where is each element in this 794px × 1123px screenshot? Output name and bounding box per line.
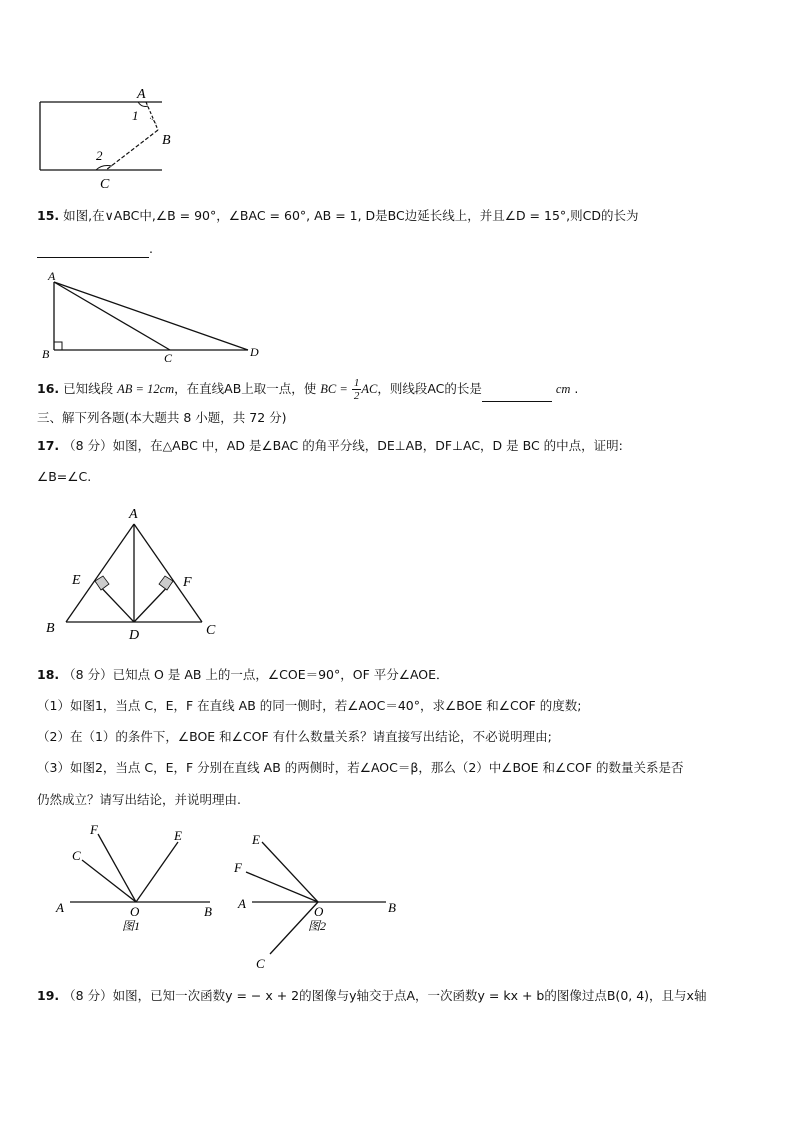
section-3-title: 三、解下列各题(本大题共 8 小题，共 72 分) xyxy=(37,410,287,425)
q15-answer-line xyxy=(37,240,153,258)
q16-pre: 已知线段 xyxy=(63,381,114,396)
fig18-1-label-c: C xyxy=(72,848,81,863)
q16-frac-den: 2 xyxy=(353,390,360,402)
q16-end: . xyxy=(574,381,579,396)
fig17-label-a: A xyxy=(129,507,138,522)
fig18-2-label-c: C xyxy=(256,956,265,971)
q16-fraction xyxy=(352,377,362,402)
figure-q17 xyxy=(40,502,230,642)
q15-answer-blank[interactable] xyxy=(37,243,149,258)
fig18-2-label-b: B xyxy=(388,900,396,915)
figure-q18-2 xyxy=(232,826,412,972)
q19-text: （8 分）如图，已知一次函数y = − x + 2的图像与y轴交于点A，一次函数y = kx + b的图像过点B(0, 4)，且与x轴 xyxy=(63,988,707,1003)
fig17-label-e: E xyxy=(72,573,81,588)
fig14-label-a: A xyxy=(137,87,146,102)
q16-eq1: AB = 12cm xyxy=(117,382,175,396)
q16-mid: ，在直线AB上取一点，使 xyxy=(174,381,317,396)
fig15-label-c: C xyxy=(164,351,173,363)
q17-line1 xyxy=(37,437,623,455)
fig18-1-label-a: A xyxy=(56,900,64,915)
q16-number: 16. xyxy=(37,381,60,396)
fig15-label-b: B xyxy=(42,347,50,361)
fig14-label-1: 1 xyxy=(132,108,139,123)
figure-q18-1 xyxy=(52,820,222,940)
q19-line xyxy=(37,987,706,1005)
q16-line xyxy=(37,376,578,402)
fig15-label-a: A xyxy=(48,269,56,283)
q18-part3b: 仍然成立？请写出结论，并说明理由. xyxy=(37,792,241,807)
fig17-label-c: C xyxy=(206,623,216,638)
q16-post: ，则线段AC的长是 xyxy=(377,381,482,396)
q18-number: 18. xyxy=(37,667,60,682)
q16-unit: cm xyxy=(555,382,571,396)
fig18-1-label-f: F xyxy=(90,822,98,837)
fig18-2-label-f: F xyxy=(234,860,242,875)
q15-end: . xyxy=(149,241,153,256)
q15-line xyxy=(37,207,638,225)
fig18-2-label-o: O xyxy=(314,904,324,919)
q18-text1: （8 分）已知点 O 是 AB 上的一点，∠COE＝90°，OF 平分∠AOE． xyxy=(63,667,449,682)
q17-number: 17. xyxy=(37,438,60,453)
q16-bc: BC = xyxy=(320,382,348,396)
q17-text1: （8 分）如图，在△ABC 中，AD 是∠BAC 的角平分线，DE⊥AB，DF⊥AC，D 是 BC 的中点，证明: xyxy=(63,438,623,453)
fig18-2-label-e: E xyxy=(252,832,260,847)
q18-part3a: （3）如图2，当点 C，E，F 分别在直线 AB 的两侧时，若∠AOC＝β，那么（2）中∠BOE 和∠COF 的数量关系是否 xyxy=(37,760,684,775)
fig18-2-caption: 图2 xyxy=(308,919,327,933)
figure-q14 xyxy=(30,82,180,192)
q16-frac-num: 1 xyxy=(353,377,360,389)
fig17-label-d: D xyxy=(129,628,140,642)
fig18-1-label-e: E xyxy=(174,828,182,843)
figure-q15 xyxy=(38,268,268,363)
q15-number: 15. xyxy=(37,208,60,223)
fig18-1-label-o: O xyxy=(130,904,140,919)
q17-line2: ∠B=∠C. xyxy=(37,469,92,484)
q15-text: 如图,在∨ABC中,∠B = 90°，∠BAC = 60°, AB = 1, D是BC边延长线上，并且∠D = 15°,则CD的长为 xyxy=(63,208,639,223)
q16-ac: AC xyxy=(361,382,378,396)
fig17-label-b: B xyxy=(46,621,55,636)
fig17-label-f: F xyxy=(183,575,192,590)
fig18-1-caption: 图1 xyxy=(122,919,141,933)
fig18-2-label-a: A xyxy=(238,896,246,911)
q19-number: 19. xyxy=(37,988,60,1003)
q18-part2: （2）在（1）的条件下，∠BOE 和∠COF 有什么数量关系？请直接写出结论，不必说明理由; xyxy=(37,729,552,744)
fig18-1-label-b: B xyxy=(204,904,212,919)
fig14-label-c: C xyxy=(100,177,110,192)
fig14-label-b: B xyxy=(162,133,171,148)
q18-line1 xyxy=(37,666,449,684)
q16-answer-blank[interactable] xyxy=(482,387,552,402)
fig15-label-d: D xyxy=(250,345,259,359)
q18-part1: （1）如图1，当点 C，E，F 在直线 AB 的同一侧时，若∠AOC＝40°，求∠BOE 和∠COF 的度数; xyxy=(37,698,582,713)
fig14-label-2: 2 xyxy=(96,148,103,163)
